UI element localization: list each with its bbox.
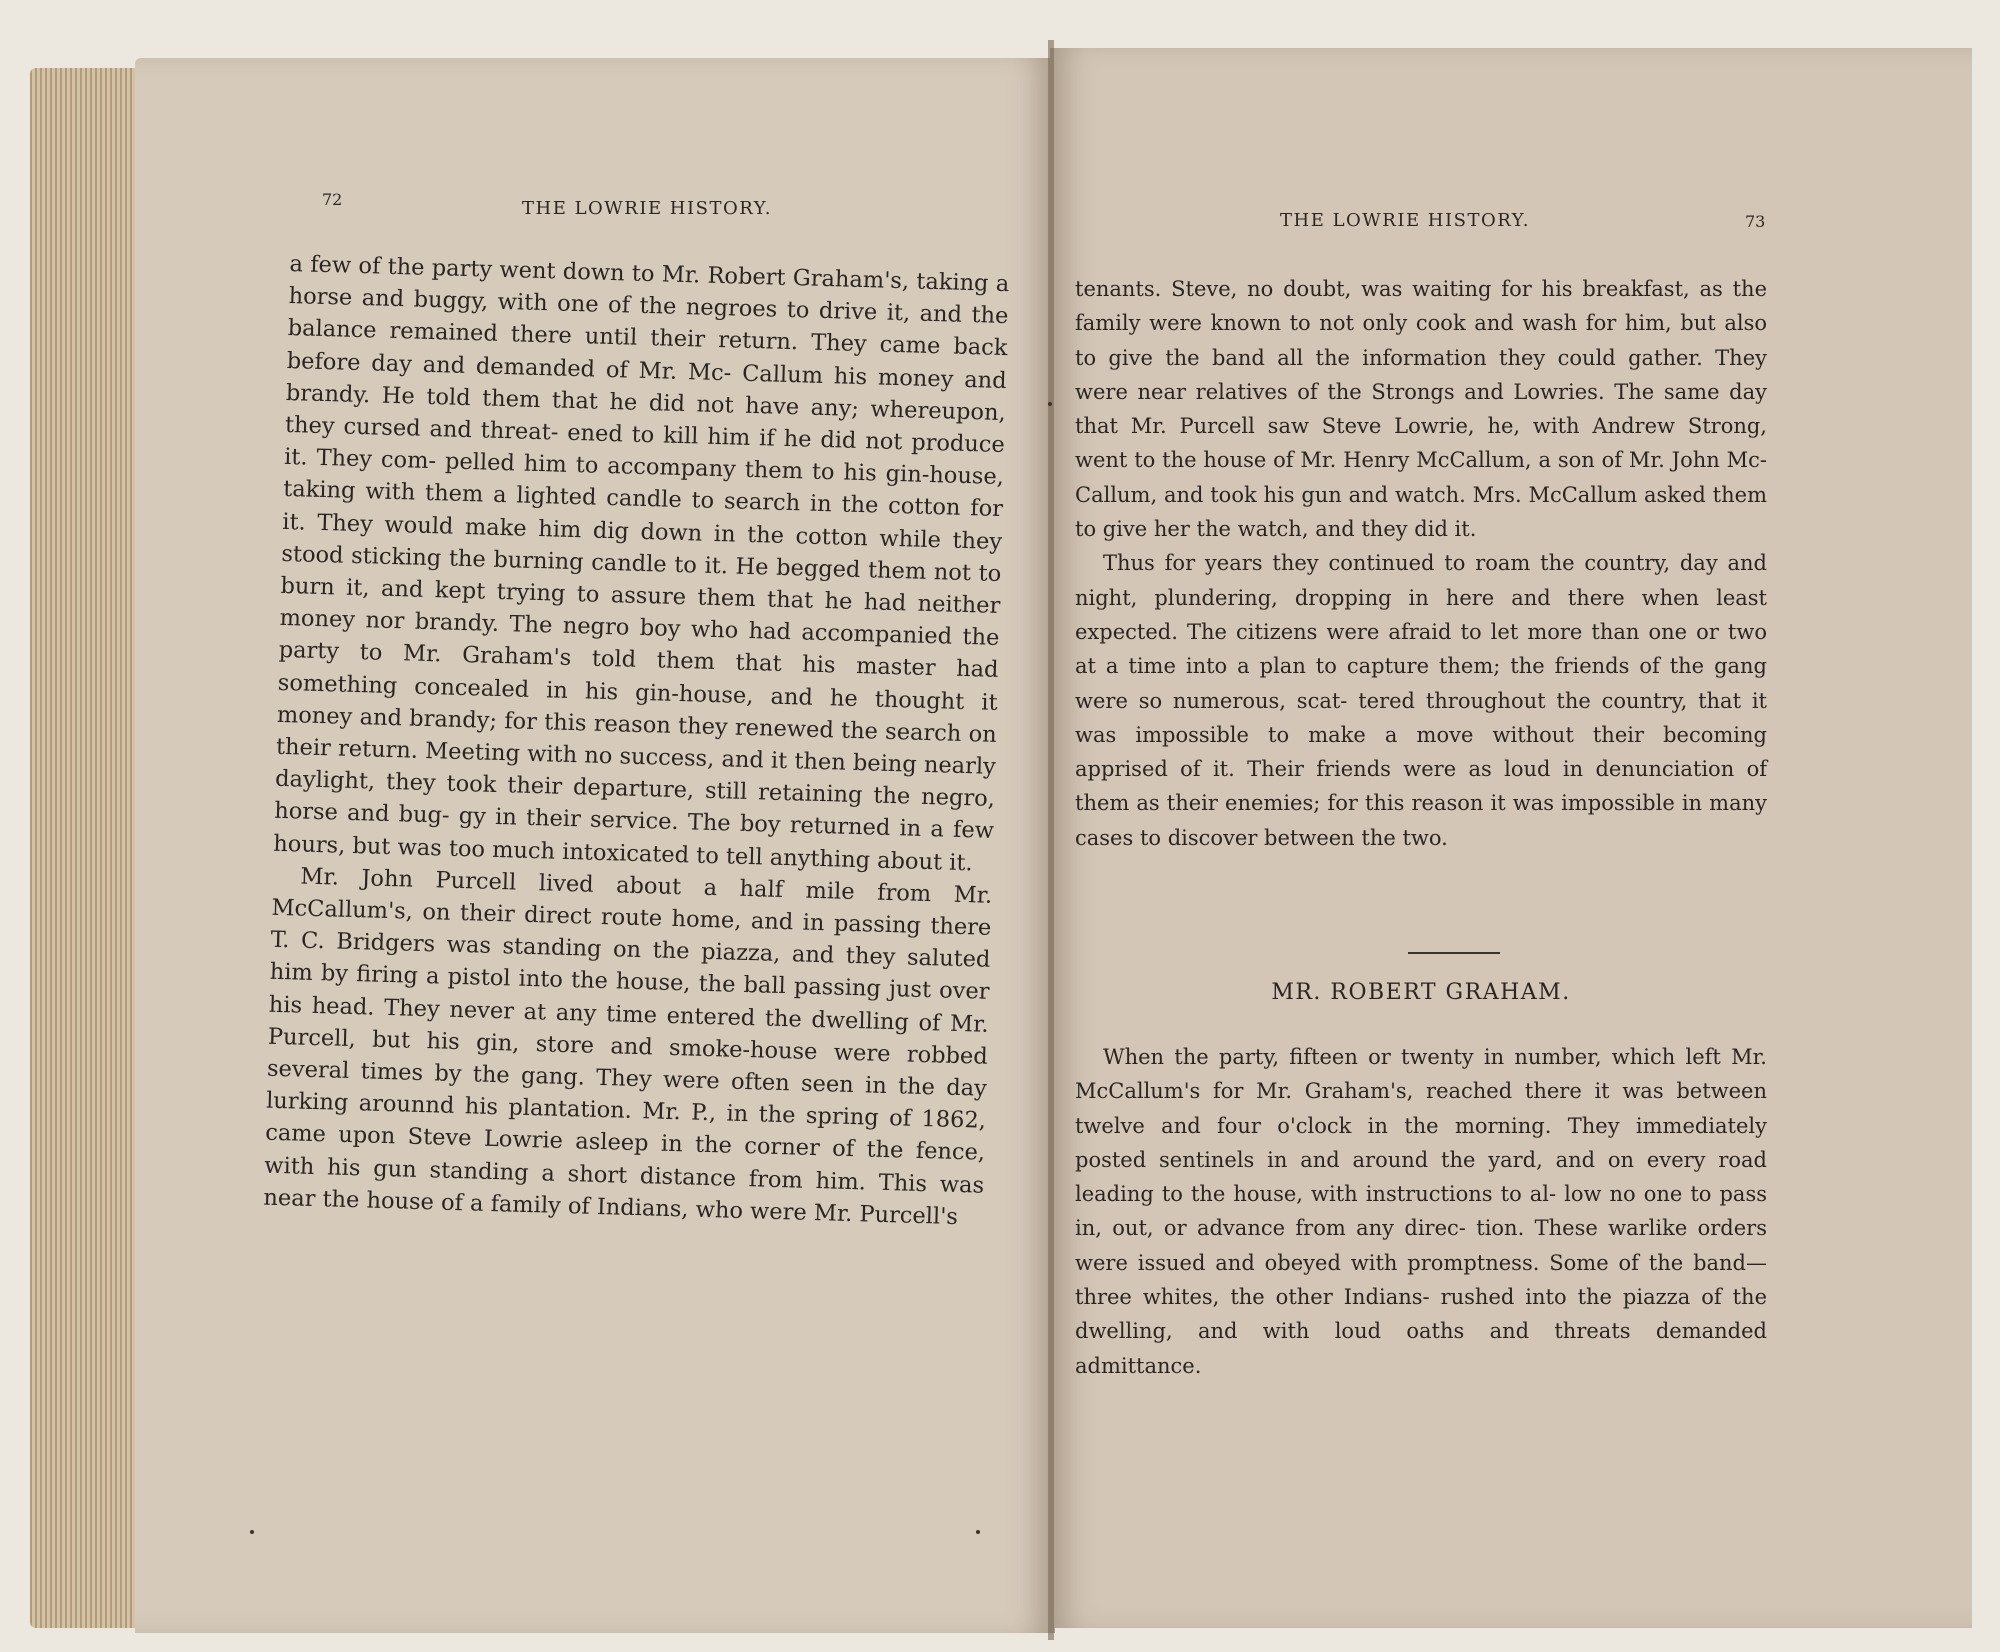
paper-speck [250,1530,254,1534]
left-paragraph-1: a few of the party went down to Mr. Robert Graham's, taking a horse and buggy, with one of the negroes to drive it, and the balance remained there until their return. They came back before day and demanded of Mr. Mc- Callum his money and brandy. He told them that he did not have any; whereupon, they cursed and threat- ened to kill him if he did not produce it. They com- pelled him to accompany them to his gin-house, taking with them a lighted candle to search in the cotton for it. They would make him dig down in the cotton while they stood sticking the burning candle to it. He begged them not to burn it, and kept trying to assure them that he had neither money nor brandy. The negro boy who had accompanied the party to Mr. Graham's told them that his master had something concealed in his gin-house, and he thought it money and brandy; for this reason they renewed the search on their return. Meeting with no success, and it then being nearly daylight, they took their departure, still retaining the negro, horse and bug- gy in their service. The boy returned in a few hours, but was too much intoxicated to tell anything about it. [273,250,1010,876]
right-page-text [1075,272,1767,855]
section-divider [1408,952,1500,954]
left-page-edges [30,68,140,1628]
left-page-number: 72 [322,190,343,209]
right-page-number: 73 [1745,212,1766,231]
left-paragraph-2: Mr. John Purcell lived about a half mile from Mr. McCallum's, on their direct route home, and in passing there T. C. Bridgers was standing on the piazza, and they saluted him by firing a pistol into the house, the ball passing just over his head. They never at any time entered the dwelling of Mr. Purcell, but his gin, store and smoke-house were robbed several times by the gang. They were often seen in the day lurking arounnd his plantation. Mr. P., in the spring of 1862, came upon Steve Lowrie asleep in the corner of the fence, with his gun standing a short distance from him. This was near the house of a family of Indians, who were Mr. Purcell's [263,863,993,1230]
book-gutter [1048,40,1054,1640]
left-page-text [263,248,1010,1234]
paper-speck [976,1530,980,1534]
paper-speck [1048,402,1052,406]
section-heading: MR. ROBERT GRAHAM. [1271,980,1571,1005]
right-section-paragraph-1: When the party, fifteen or twenty in number, which left Mr. McCallum's for Mr. Graham's, reached there it was between twelve and four o'clock in the morning. They immediately posted sentinels in and around the yard, and on every road leading to the house, with instructions to al- low no one to pass in, out, or advance from any direc- tion. These warlike orders were issued and obeyed with promptness. Some of the band—three whites, the other Indians- rushed into the piazza of the dwelling, and with loud oaths and threats demanded admittance. [1075,1045,1767,1378]
right-paragraph-1: tenants. Steve, no doubt, was waiting for his breakfast, as the family were known to not only cook and wash for him, but also to give the band all the information they could gather. They were near relatives of the Strongs and Lowries. The same day that Mr. Purcell saw Steve Lowrie, he, with Andrew Strong, went to the house of Mr. Henry McCallum, a son of Mr. John Mc- Callum, and took his gun and watch. Mrs. McCallum asked them to give her the watch, and they did it. [1075,277,1767,542]
left-running-head: THE LOWRIE HISTORY. [522,198,772,219]
right-running-head: THE LOWRIE HISTORY. [1280,210,1530,231]
right-section-text [1075,1040,1767,1383]
right-paragraph-2: Thus for years they continued to roam the country, day and night, plundering, dropping in here and there when least expected. The citizens were afraid to let more than one or two at a time into a plan to capture them; the friends of the gang were so numerous, scat- tered throughout the country, that it was impossible to make a move without their becoming apprised of it. Their friends were as loud in denunciation of them as their enemies; for this reason it was impossible in many cases to discover between the two. [1075,551,1767,850]
